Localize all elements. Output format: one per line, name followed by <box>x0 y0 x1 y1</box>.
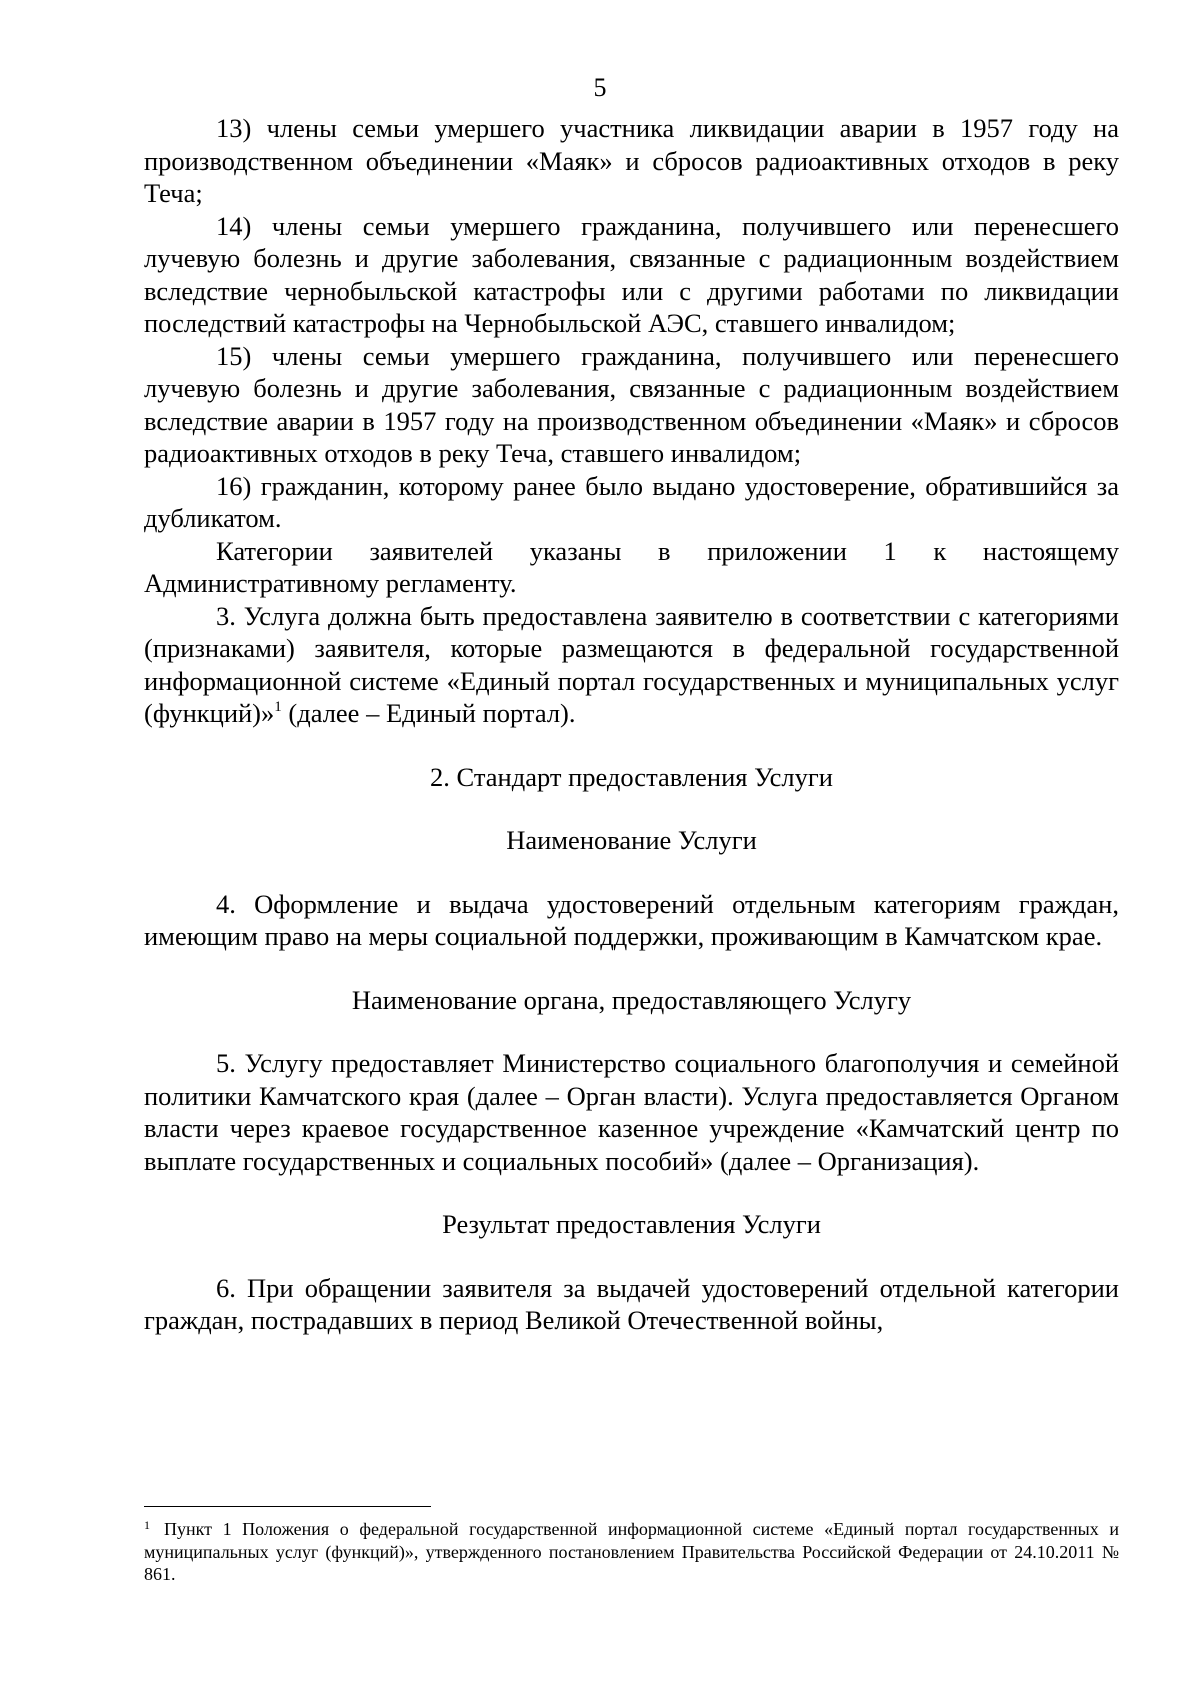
subheading-authority: Наименование органа, предоставляющего Услугу <box>351 984 912 1015</box>
paragraph-categories: Категории заявителей указаны в приложении 1 к настоящему Административному регламенту. <box>144 535 1119 598</box>
footnote-mark: 1 <box>144 1518 150 1532</box>
paragraph-item-13: 13) члены семьи умершего участника ликвидации аварии в 1957 году на производственном объединении «Маяк» и сбросов радиоактивных отходов в реку Теча; <box>144 113 1119 208</box>
paragraph-6: 6. При обращении заявителя за выдачей удостоверений отдельной категории граждан, пострадавших в период Великой Отечественной войны, <box>144 1272 1119 1335</box>
subheading-service-name: Наименование Услуги <box>506 825 757 855</box>
footnote <box>144 1518 1119 1586</box>
section-heading: 2. Стандарт предоставления Услуги <box>430 761 833 792</box>
document-body <box>144 112 1119 1337</box>
paragraph-5: 5. Услугу предоставляет Министерство социального благополучия и семейной политики Камчатского края (далее – Орган власти). Услуга предоставляется Органом власти через краевое государственное казенное учреждение «Камчатский центр по выплате государственных и социальных пособий» (далее – Организация). <box>144 1048 1119 1176</box>
paragraph-3-text: 3. Услуга должна быть предоставлена заявителю в соответствии с категориями (признаками) заявителя, которые размещаются в федеральной государственной информационной системе «Единый портал государственных и муниципальных услуг (функций)» <box>144 600 1119 728</box>
paragraph-3 <box>144 600 1119 730</box>
paragraph-item-15: 15) члены семьи умершего гражданина, получившего или перенесшего лучевую болезнь и другие заболевания, связанные с радиационным воздействием вследствие аварии в 1957 году на производственном объединении «Маяк» и сбросов радиоактивных отходов в реку Теча, ставшего инвалидом; <box>144 340 1119 468</box>
page-number: 5 <box>593 73 607 102</box>
footnote-divider <box>144 1506 431 1507</box>
subheading-result: Результат предоставления Услуги <box>442 1209 821 1239</box>
footnote-text: Пункт 1 Положения о федеральной государственной информационной системе «Единый портал государственных и муниципальных услуг (функций)», утвержденного постановлением Правительства Российской Федерации от 24.10.2011 № 861. <box>144 1519 1119 1584</box>
paragraph-3-tail: (далее – Единый портал). <box>281 698 576 728</box>
paragraph-item-14: 14) члены семьи умершего гражданина, получившего или перенесшего лучевую болезнь и другие заболевания, связанные с радиационным воздействием вследствие чернобыльской катастрофы или с другими работами по ликвидации последствий катастрофы на Чернобыльской АЭС, ставшего инвалидом; <box>144 210 1119 338</box>
paragraph-item-16: 16) гражданин, которому ранее было выдано удостоверение, обратившийся за дубликатом. <box>144 470 1119 533</box>
paragraph-4: 4. Оформление и выдача удостоверений отдельным категориям граждан, имеющим право на меры социальной поддержки, проживающим в Камчатском крае. <box>144 888 1119 951</box>
footnote-reference: 1 <box>274 699 282 715</box>
